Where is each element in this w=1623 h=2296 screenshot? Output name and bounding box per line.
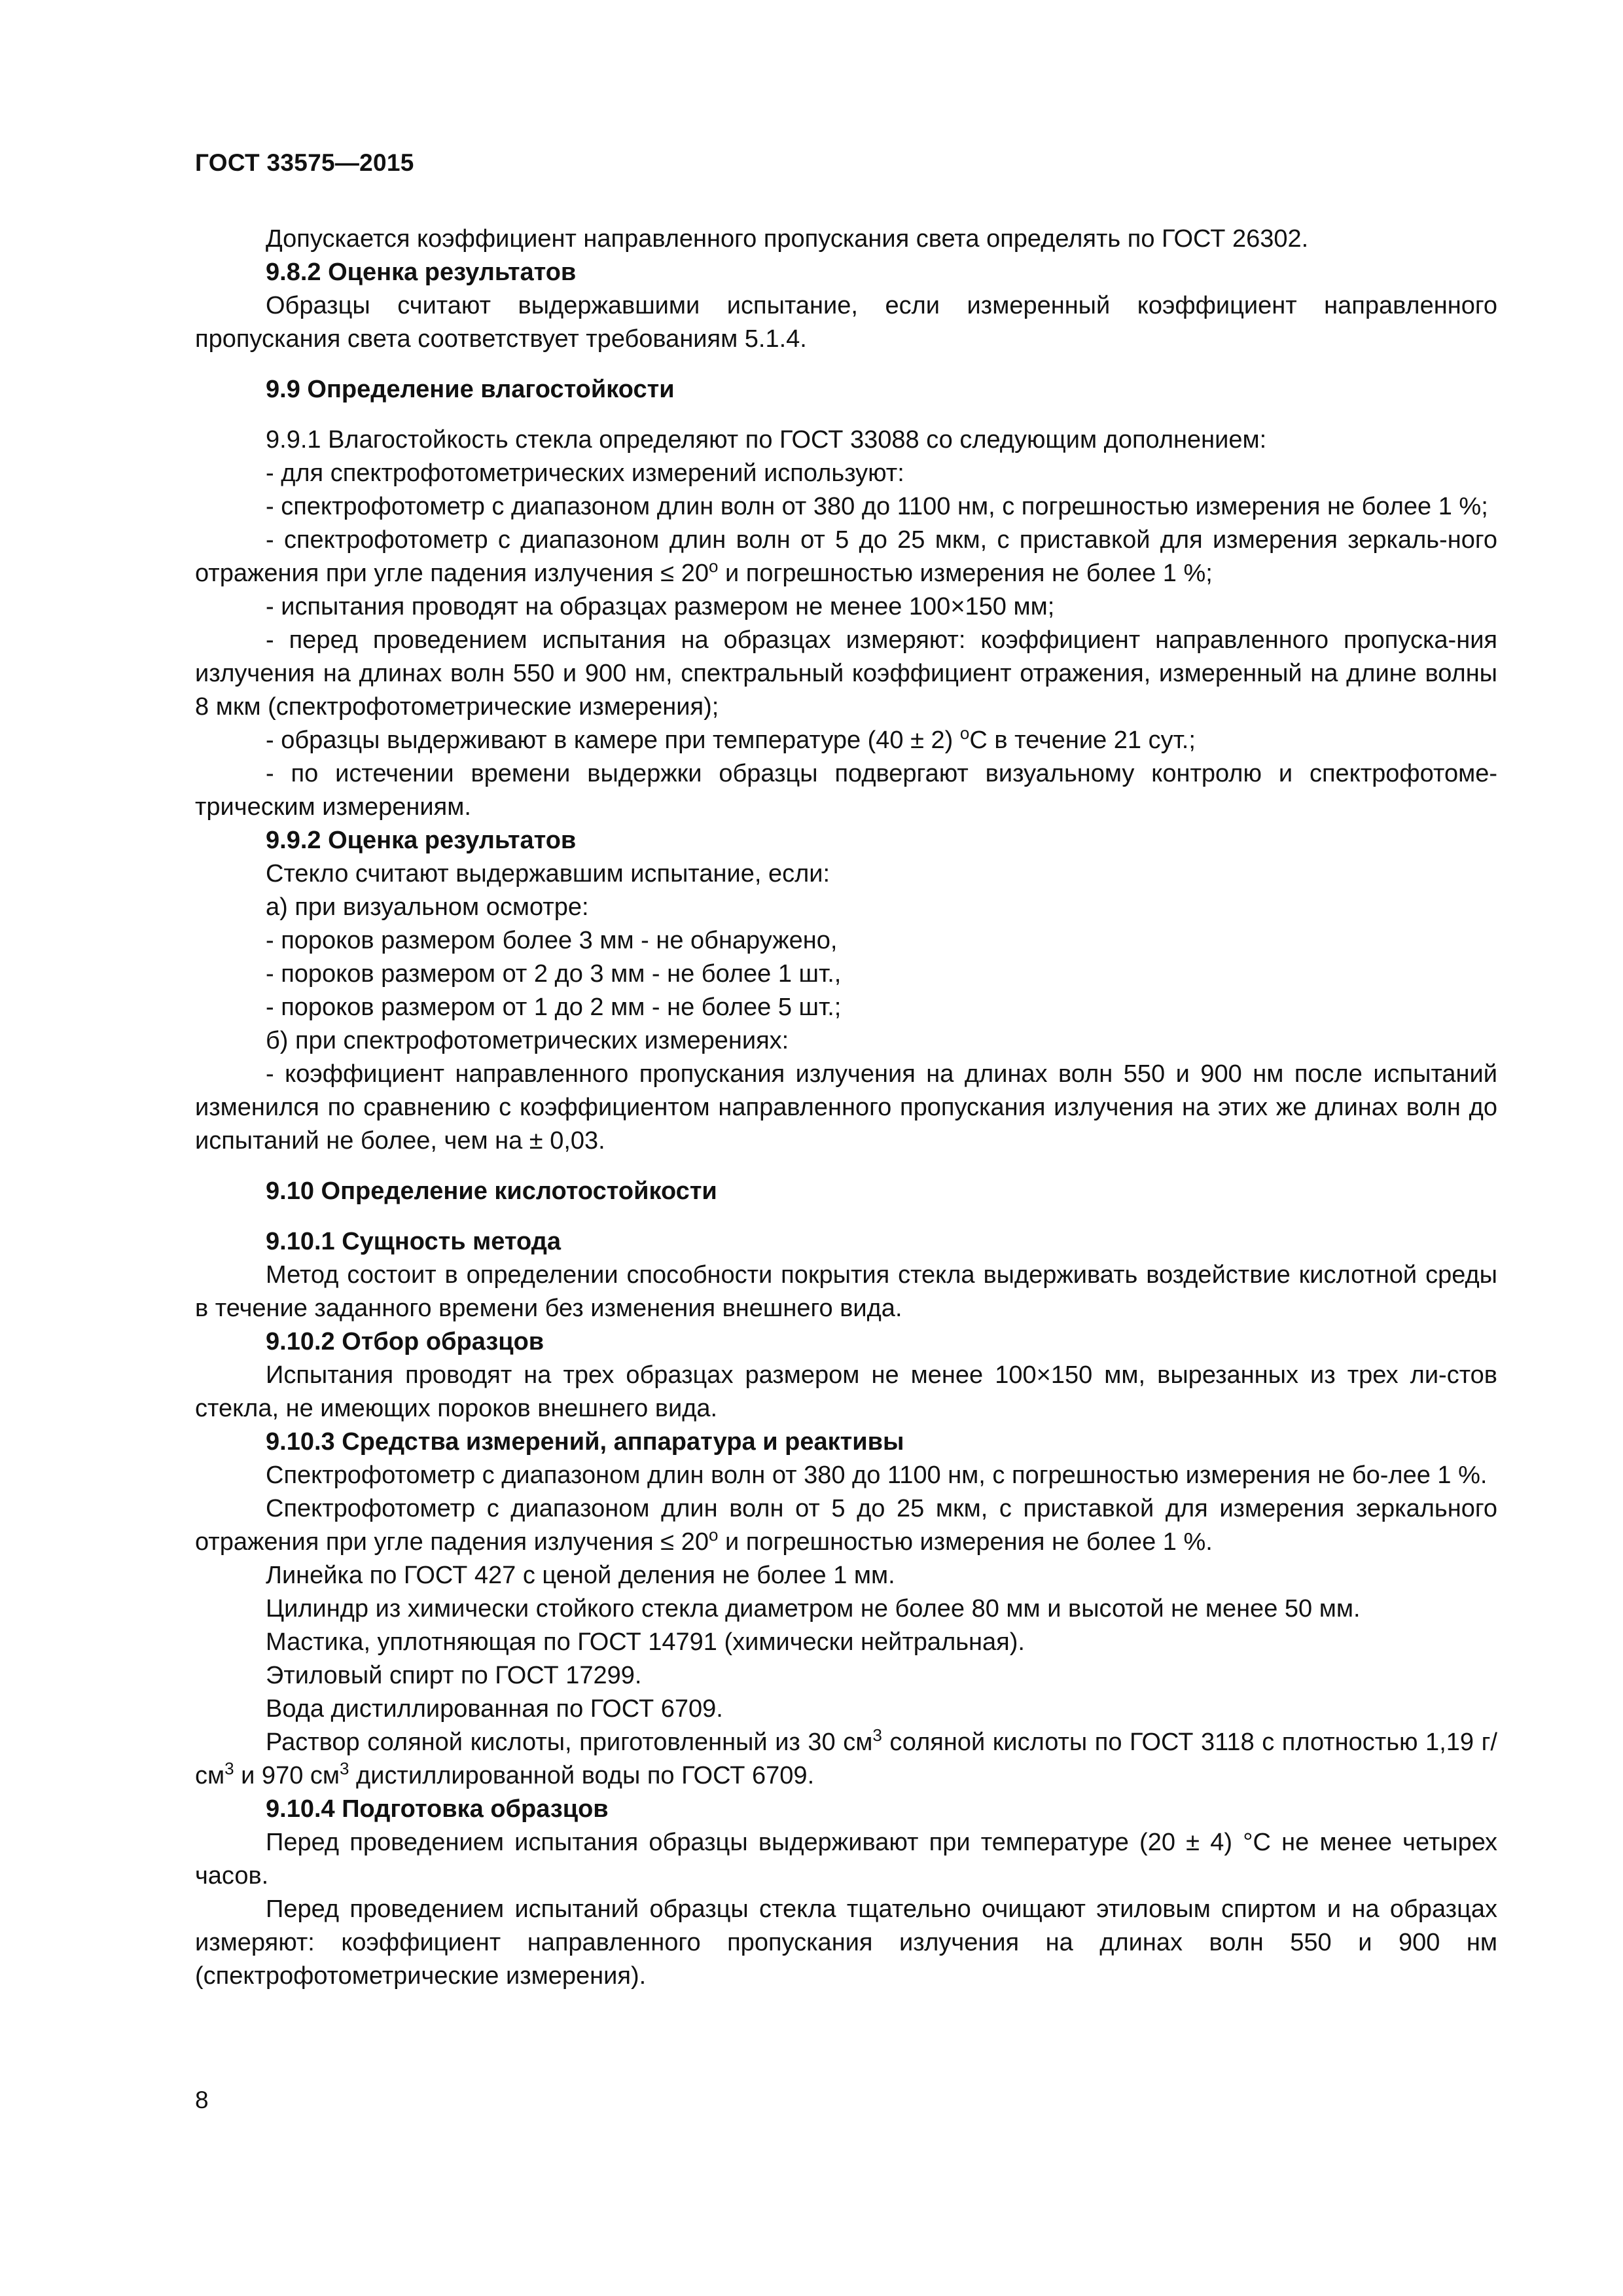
document-code-header: ГОСТ 33575—2015 bbox=[195, 149, 414, 176]
page-number: 8 bbox=[195, 2087, 209, 2113]
paragraph: Этиловый спирт по ГОСТ 17299. bbox=[266, 1662, 642, 1689]
document-body bbox=[195, 223, 1497, 1993]
list-item: - спектрофотометр с диапазоном длин волн от 5 до 25 мкм, с приставкой для измерения зеркаль-ного отражения при угле падения излучения ≤ $20^o$ и погрешностью измерения не более 1 %; bbox=[195, 526, 1497, 587]
subsection-heading: 9.10.3 Средства измерений, аппаратура и реактивы bbox=[266, 1428, 904, 1456]
paragraph: Стекло считают выдержавшим испытание, если: bbox=[266, 860, 830, 888]
list-item: - перед проведением испытания на образцах измеряют: коэффициент направленного пропуска-ния излучения на длинах волн 550 и 900 нм, спектральный коэффициент отражения, измеренный на длине волны 8 мкм (спектрофотометрические измерения); bbox=[195, 626, 1497, 721]
paragraph: Линейка по ГОСТ 427 с ценой деления не более 1 мм. bbox=[266, 1562, 895, 1589]
paragraph: Метод состоит в определении способности покрытия стекла выдерживать воздействие кислотной среды в течение заданного времени без изменения внешнего вида. bbox=[195, 1261, 1497, 1322]
paragraph: Образцы считают выдержавшими испытание, если измеренный коэффициент направленного пропускания света соответствует требованиям 5.1.4. bbox=[195, 292, 1497, 353]
paragraph: Перед проведением испытания образцы выдерживают при температуре (20 ± 4) °С не менее четырех часов. bbox=[195, 1829, 1497, 1890]
paragraph: Перед проведением испытаний образцы стекла тщательно очищают этиловым спиртом и на образцах измеряют: коэффициент направленного пропускания излучения на длинах волн 550 и 900 нм (спектрофотометрические измерения). bbox=[195, 1895, 1497, 1990]
list-item: - для спектрофотометрических измерений используют: bbox=[266, 459, 904, 487]
subsection-heading: 9.10.1 Сущность метода bbox=[266, 1228, 561, 1255]
section-heading: 9.9 Определение влагостойкости bbox=[266, 376, 675, 403]
paragraph: Допускается коэффициент направленного пропускания света определять по ГОСТ 26302. bbox=[266, 225, 1309, 253]
list-item: - спектрофотометр с диапазоном длин волн от 380 до 1100 нм, с погрешностью измерения не более 1 %; bbox=[266, 493, 1488, 520]
section-heading: 9.10 Определение кислотостойкости bbox=[266, 1177, 717, 1205]
paragraph: 9.9.1 Влагостойкость стекла определяют по ГОСТ 33088 со следующим дополнением: bbox=[266, 426, 1267, 454]
list-item: - по истечении времени выдержки образцы подвергают визуальному контролю и спектрофотоме-трическим измерениям. bbox=[195, 760, 1497, 821]
list-item: - пороков размером более 3 мм - не обнаружено, bbox=[266, 927, 838, 954]
paragraph: Мастика, уплотняющая по ГОСТ 14791 (химически нейтральная). bbox=[266, 1628, 1025, 1656]
paragraph: Испытания проводят на трех образцах размером не менее 100×150 мм, вырезанных из трех ли-стов стекла, не имеющих пороков внешнего вида. bbox=[195, 1361, 1497, 1422]
paragraph: Цилиндр из химически стойкого стекла диаметром не более 80 мм и высотой не менее 50 мм. bbox=[266, 1595, 1361, 1623]
list-item: - пороков размером от 2 до 3 мм - не более 1 шт., bbox=[266, 960, 842, 988]
list-item: - пороков размером от 1 до 2 мм - не более 5 шт.; bbox=[266, 994, 842, 1021]
list-item: - испытания проводят на образцах размером не менее 100×150 мм; bbox=[266, 593, 1055, 620]
paragraph: Спектрофотометр с диапазоном длин волн от 5 до 25 мкм, с приставкой для измерения зеркального отражения при угле падения излучения ≤ $20^о$ и погрешностью измерения не более 1 %. bbox=[195, 1495, 1497, 1556]
subsection-heading: 9.9.2 Оценка результатов bbox=[266, 827, 577, 854]
paragraph: Раствор соляной кислоты, приготовленный из 30 $см^3$ соляной кислоты по ГОСТ 3118 с плотностью 1,19 $г/см^3$ и 970 $см^3$ дистиллированной воды по ГОСТ 6709. bbox=[195, 1725, 1497, 1789]
subsection-heading: 9.8.2 Оценка результатов bbox=[266, 259, 577, 286]
list-item: а) при визуальном осмотре: bbox=[266, 893, 589, 921]
list-item: б) при спектрофотометрических измерениях: bbox=[266, 1027, 789, 1054]
subsection-heading: 9.10.2 Отбор образцов bbox=[266, 1328, 544, 1355]
paragraph: Вода дистиллированная по ГОСТ 6709. bbox=[266, 1695, 723, 1723]
list-item: - коэффициент направленного пропускания излучения на длинах волн 550 и 900 нм после испытаний изменился по сравнению с коэффициентом направленного пропускания излучения на этих же длинах волн до испытаний не более, чем на ± 0,03. bbox=[195, 1060, 1497, 1155]
list-item: - образцы выдерживают в камере при температуре (40 ± 2) $^о$С в течение 21 сут.; bbox=[266, 723, 1196, 754]
paragraph: Спектрофотометр с диапазоном длин волн от 380 до 1100 нм, с погрешностью измерения не бо-лее 1 %. bbox=[266, 1462, 1488, 1489]
subsection-heading: 9.10.4 Подготовка образцов bbox=[266, 1795, 609, 1823]
